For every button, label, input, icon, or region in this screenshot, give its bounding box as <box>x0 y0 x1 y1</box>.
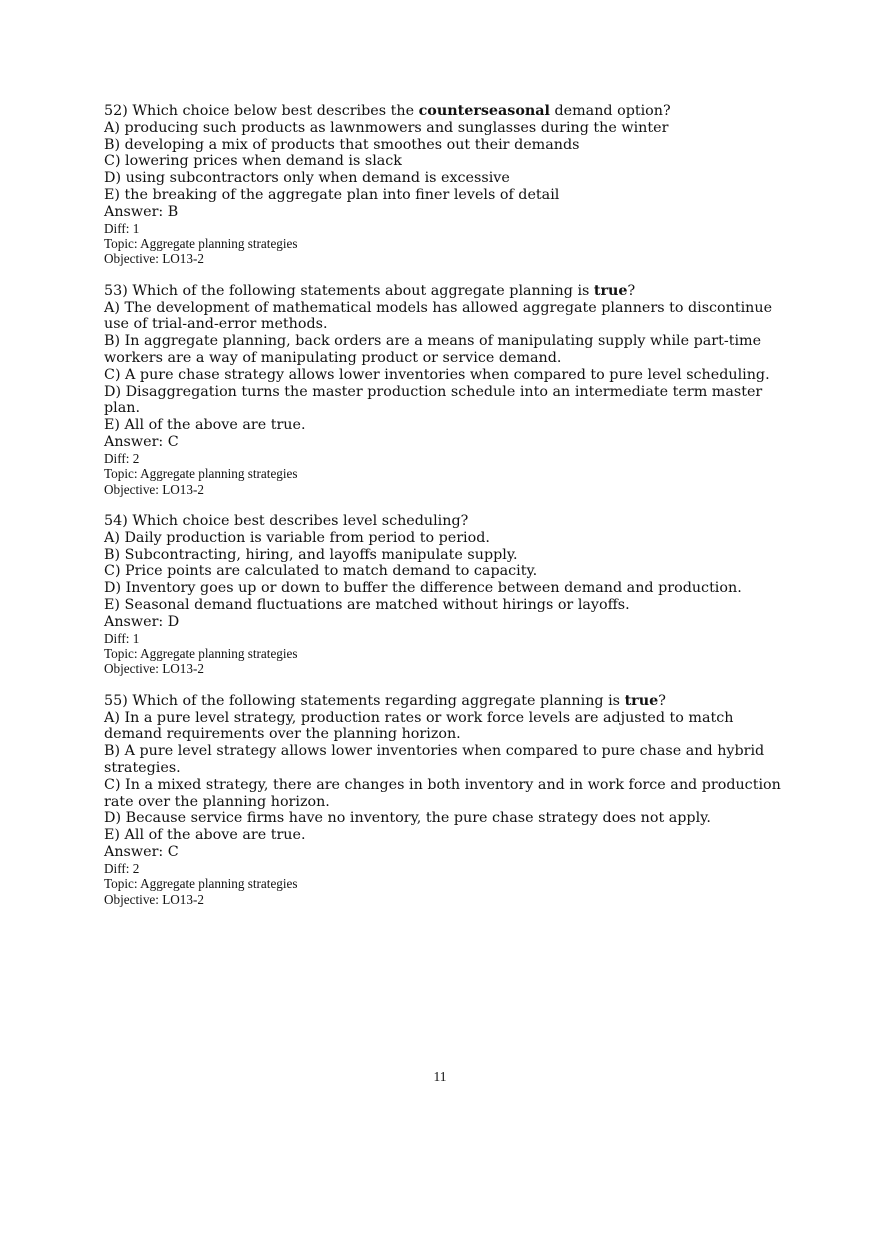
question-block <box>104 103 784 267</box>
answer-choice: A) Daily production is variable from period to period. <box>104 529 490 546</box>
answer-key: Answer: C <box>104 843 179 860</box>
question-list <box>104 103 784 907</box>
question-stem <box>104 693 784 710</box>
topic-label: Topic: Aggregate planning strategies <box>104 235 298 251</box>
answer-key: Answer: C <box>104 433 179 450</box>
stem-text: ? <box>627 282 636 299</box>
answer-choice: D) Inventory goes up or down to buffer the difference between demand and production. <box>104 580 742 597</box>
stem-emphasis: true <box>593 282 628 299</box>
stem-text: demand option? <box>549 103 671 119</box>
question-stem <box>104 283 784 300</box>
answer-choice: A) The development of mathematical models has allowed aggregate planners to discontinue use of trial-and-error methods. <box>104 299 773 333</box>
topic-label: Topic: Aggregate planning strategies <box>104 645 298 661</box>
stem-emphasis: true <box>624 692 659 709</box>
answer-choice: E) the breaking of the aggregate plan into finer levels of detail <box>104 186 560 203</box>
answer-choice: E) All of the above are true. <box>104 827 306 844</box>
answer-choice: C) In a mixed strategy, there are changes in both inventory and in work force and production rate over the planning horizon. <box>104 776 781 810</box>
answer-choice: E) Seasonal demand fluctuations are matched without hirings or layoffs. <box>104 596 630 613</box>
answer-choice: D) using subcontractors only when demand is excessive <box>104 170 510 187</box>
answer-choice: D) Disaggregation turns the master production schedule into an intermediate term master plan. <box>104 383 763 417</box>
answer-choice: C) A pure chase strategy allows lower inventories when compared to pure level scheduling. <box>104 366 770 383</box>
objective-label: Objective: LO13-2 <box>104 251 204 267</box>
question-block <box>104 513 784 677</box>
answer-choice: A) producing such products as lawnmowers and sunglasses during the winter <box>104 119 669 136</box>
stem-text: 53) Which of the following statements about aggregate planning is <box>104 282 594 299</box>
page-number: 11 <box>433 1069 447 1084</box>
stem-text: ? <box>658 692 666 709</box>
difficulty-label: Diff: 2 <box>104 860 140 876</box>
objective-label: Objective: LO13-2 <box>104 481 204 497</box>
objective-label: Objective: LO13-2 <box>104 661 204 677</box>
difficulty-label: Diff: 1 <box>104 630 140 646</box>
question-block <box>104 283 784 497</box>
question-block <box>104 693 784 907</box>
topic-label: Topic: Aggregate planning strategies <box>104 876 298 892</box>
topic-label: Topic: Aggregate planning strategies <box>104 466 298 482</box>
answer-choice: D) Because service firms have no inventory, the pure chase strategy does not apply. <box>104 810 711 827</box>
question-stem <box>104 103 784 120</box>
objective-label: Objective: LO13-2 <box>104 891 204 907</box>
stem-text: 52) Which choice below best describes the <box>104 103 419 119</box>
document-page <box>104 103 784 923</box>
answer-choice: B) In aggregate planning, back orders are a means of manipulating supply while part-time workers are a way of manipulating product or service demand. <box>104 333 762 366</box>
question-stem <box>104 513 784 530</box>
answer-choice: C) Price points are calculated to match demand to capacity. <box>104 563 538 580</box>
stem-text: 55) Which of the following statements regarding aggregate planning is <box>104 692 625 709</box>
answer-key: Answer: D <box>104 613 180 630</box>
difficulty-label: Diff: 1 <box>104 220 140 236</box>
answer-choice: B) Subcontracting, hiring, and layoffs manipulate supply. <box>104 546 518 563</box>
answer-choice: C) lowering prices when demand is slack <box>104 153 402 170</box>
answer-choice: A) In a pure level strategy, production rates or work force levels are adjusted to match demand requirements over the planning horizon. <box>104 709 734 743</box>
answer-choice: E) All of the above are true. <box>104 417 306 434</box>
stem-text: 54) Which choice best describes level scheduling? <box>104 512 469 529</box>
answer-key: Answer: B <box>104 203 179 220</box>
answer-choice: B) A pure level strategy allows lower inventories when compared to pure chase and hybrid strategies. <box>104 743 765 776</box>
answer-choice: B) developing a mix of products that smoothes out their demands <box>104 136 580 153</box>
stem-emphasis: counterseasonal <box>418 103 550 119</box>
difficulty-label: Diff: 2 <box>104 450 140 466</box>
